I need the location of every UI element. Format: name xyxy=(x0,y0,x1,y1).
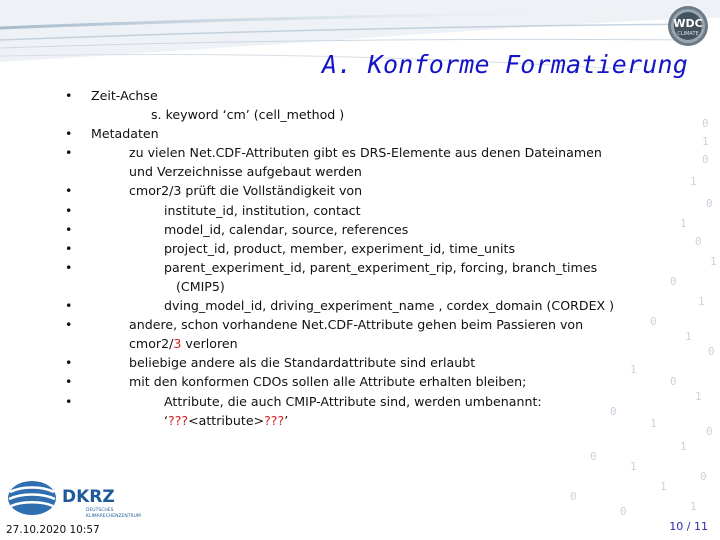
bullet-institute: • institute_id, institution, contact xyxy=(78,201,678,220)
dkrz-logo-subtext-2: KLIMARECHENZENTRUM xyxy=(86,514,141,519)
text-keyword-cm: s. keyword ‘cm’ (cell_method ) xyxy=(151,107,345,123)
bullet-drs-elemente: • zu vielen Net.CDF-Attributen gibt es DRS-Elemente aus denen Dateinamen xyxy=(78,143,678,162)
text-verloren: verloren xyxy=(181,336,238,352)
quote-open: ‘ xyxy=(164,412,169,428)
binary-rain-decoration: 0 1 0 1 0 1 0 1 0 1 0 1 0 1 0 1 0 1 0 1 0 1 0 1 0 1 0 xyxy=(570,117,717,518)
wdc-climate-logo xyxy=(664,4,712,48)
bullet-beliebige-attribute: • beliebige andere als die Standardattribute sind erlaubt xyxy=(78,353,678,372)
wdc-logo-subtext: CLIMATE xyxy=(677,31,699,37)
text-cmor-prefix: cmor2/ xyxy=(129,336,174,352)
bullet-andere-attribute: • andere, schon vorhandene Net.CDF-Attribute gehen beim Passieren von xyxy=(78,315,678,334)
bullet-project: • project_id, product, member, experiment_id, time_units xyxy=(78,239,678,258)
rename-prefix-highlight: ??? xyxy=(168,412,189,428)
text-cmor-version-highlight: 3 xyxy=(173,336,182,352)
rename-suffix-highlight: ??? xyxy=(264,412,285,428)
dkrz-logo-subtext-1: DEUTSCHES xyxy=(86,508,114,513)
bullet-model: • model_id, calendar, source, references xyxy=(78,220,678,239)
wdc-logo-text: WDC xyxy=(673,17,703,30)
bullet-driving-model: • dving_model_id, driving_experiment_name , cordex_domain (CORDEX ) xyxy=(78,296,678,315)
text-rename-pattern xyxy=(78,411,678,430)
slide-content xyxy=(78,86,678,430)
bullet-konforme-cdos: • mit den konformen CDOs sollen alle Attribute erhalten bleiben; xyxy=(78,372,678,391)
footer-date: 27.10.2020 10:57 xyxy=(6,524,100,536)
dkrz-logo xyxy=(6,476,161,520)
quote-close: ’ xyxy=(284,412,289,428)
attribute-placeholder: <attribute> xyxy=(188,412,265,428)
text-cmip5: (CMIP5) xyxy=(176,278,225,294)
dkrz-logo-text: DKRZ xyxy=(62,487,115,507)
bullet-zeit-achse: • Zeit-Achse xyxy=(78,86,678,105)
bullet-parent-experiment: • parent_experiment_id, parent_experiment_rip, forcing, branch_times xyxy=(78,258,678,277)
bullet-umbenannt: • Attribute, die auch CMIP-Attribute sind, werden umbenannt: xyxy=(78,392,678,411)
bullet-cmor-vollstaendigkeit: • cmor2/3 prüft die Vollständigkeit von xyxy=(78,181,678,200)
page-number: 10 / 11 xyxy=(669,520,708,533)
text-drs-elemente-cont: und Verzeichnisse aufgebaut werden xyxy=(129,164,362,180)
text-cmor-verloren xyxy=(78,334,678,353)
bullet-metadaten: • Metadaten xyxy=(78,124,678,143)
slide-title: A. Konforme Formatierung xyxy=(321,50,688,79)
